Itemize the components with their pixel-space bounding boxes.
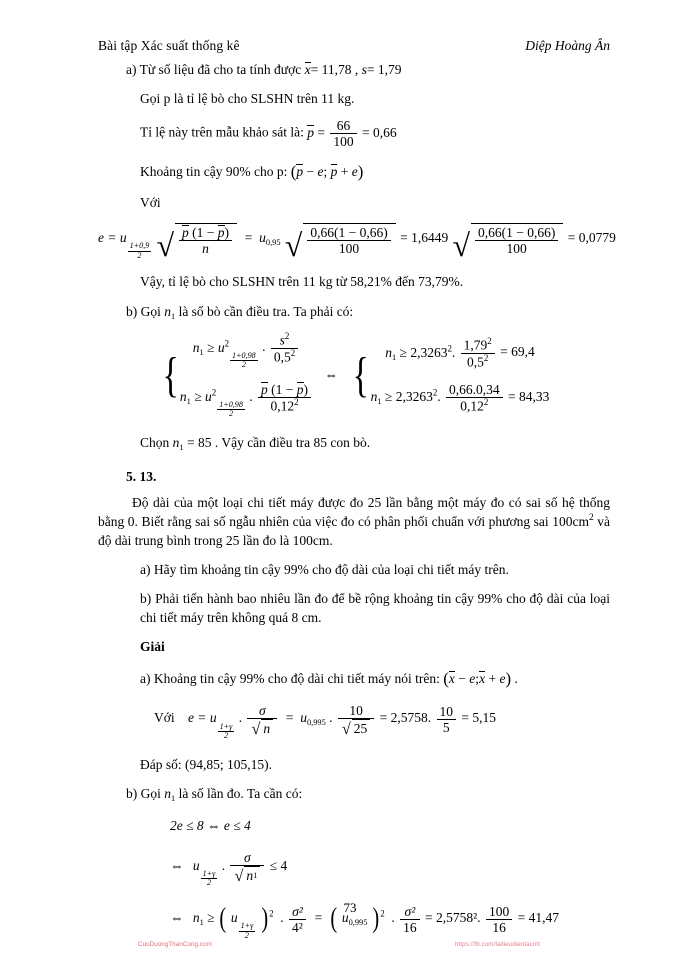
sr2-lhs: $n_1 \ge 2,3263^2$. (370, 387, 441, 406)
section-number-513: 5. 13. (126, 469, 157, 485)
equivalence-arrow: ⇔ (324, 366, 338, 382)
f2b-num: σ² (400, 904, 420, 920)
para-goi-p: Gọi p là tỉ lệ bò cho SLSHN trên 11 kg. (140, 91, 355, 107)
system-right-row-1 (371, 337, 550, 369)
part-a-label: a) Từ số liệu đã cho ta tính được (126, 62, 302, 77)
sqrt3-denominator: 100 (506, 240, 527, 256)
system-of-inequalities (98, 332, 610, 418)
u1-sub-den: 2 (137, 250, 142, 260)
sqrt-3 (452, 223, 564, 264)
ineq3-u995: $u_{0,995}$ (341, 910, 368, 928)
statement-part-2: và độ dài trung bình trong 25 lần đo là 100cm. (98, 513, 610, 548)
ineq3-power: 2 (269, 908, 274, 919)
left-brace-icon: { (162, 347, 179, 402)
system-right-block (349, 337, 549, 413)
xbar-symbol: x (304, 62, 311, 77)
formula-e-513: Với e = u $\frac{1+\gamma}{2}$ . σ √ n = $u_{0,995}$ . 10 √ 25 = 2,5758. $\frac{10}{5}$ = 5,15 (154, 702, 497, 741)
system-left-row-2: $n_1 \ge u^2$ $\frac{1+0,98}{2}$ . $\frac{p (1 - p)}{0,12^2}$ (180, 382, 313, 419)
sl1-lhs: $n_1 \ge u^2$ $\frac{1+0,98}{2}$ (192, 338, 256, 370)
e513-result: = 5,15 (461, 710, 497, 726)
f3-numerator: 10 (437, 704, 457, 720)
para-chon-n1 (98, 433, 610, 454)
u-term-1: u $\frac{1+0,9}{2}$ (119, 230, 150, 260)
ineq2-sigma: σ (230, 850, 264, 866)
e-mid-value: = 1,6449 (400, 230, 449, 246)
ti-le-label: Tỉ lệ này trên mẫu khảo sát là: (140, 125, 304, 141)
p-hat-fraction (330, 118, 356, 149)
chon-text: = 85 . Vậy cần điều tra 85 con bò. (186, 434, 371, 450)
system-right-row-2 (371, 382, 550, 414)
sqrt-1 (156, 223, 237, 264)
solution-heading: Giải (140, 639, 165, 655)
part-b-label: b) Gọi (126, 303, 161, 319)
left-brace-icon: { (352, 347, 370, 402)
sl1-frac-den: $0,5^2$ (273, 347, 296, 365)
sqrt2-denominator: 100 (338, 240, 360, 256)
ineq3-n1: $n_1$ (192, 910, 204, 928)
f1-den: 4² (292, 919, 303, 935)
formula-e-proportion: e = u $\frac{1+0,9}{2}$ √ $\frac{p (1 - p)}{n}$ = $u_{0,95}$ √ $\frac{0,66(1 - 0,66)}{100}$ = 1,6449 √ $\frac{0,66(1 - 0,66)}{100}$ = 0,0779 (98, 224, 616, 264)
para-dap-so: Đáp số: (94,85; 105,15). (140, 756, 272, 772)
ineq2-u-term: u $\frac{1+\gamma}{2}$ (192, 857, 216, 888)
p-hat-value: = 0,66 (361, 125, 397, 141)
para-part-b-intro (98, 302, 610, 323)
ineq3-u-term: u $\frac{1+\gamma}{2}$ (230, 910, 254, 940)
ineq2-rhs: ≤ 4 (269, 857, 288, 873)
ineq3-result: = 41,47 (517, 910, 559, 926)
f3-denominator: 5 (442, 719, 450, 735)
f3b-den: 16 (492, 919, 506, 935)
p-hat-equation: p = $\frac{66}{100}$ = 0,66 (307, 118, 397, 150)
sl2-frac-num: p (1 − p) (258, 382, 311, 398)
watermark-left: CuuDuongThanCong.com (138, 941, 212, 948)
sigma-symbol: σ (247, 703, 277, 719)
header-author: Diệp Hoàng Ân (525, 38, 610, 53)
sl2-lhs: $n_1 \ge u^2$ $\frac{1+0,98}{2}$ (179, 387, 243, 419)
sr2-frac-den: 0,12$^2$ (460, 396, 489, 414)
system-left-block (159, 332, 313, 418)
f3b-num: 100 (486, 904, 512, 920)
inequality-1: 2e ≤ 8 ⇔ e ≤ 4 (170, 818, 251, 834)
radical-sign-icon: √ (156, 228, 175, 264)
ten-over-sqrt25 (338, 703, 374, 737)
sqrt-2 (284, 223, 396, 264)
sqrt-n-denominator: √ n (247, 719, 277, 736)
sol-b-n1-symbol: $n_1$ (164, 785, 176, 803)
n1-symbol: $n_1$ (164, 303, 176, 321)
watermark-right: https://fb.com/tailieudientacntt (455, 941, 541, 948)
sqrt2-numerator: 0,66(1 − 0,66) (307, 225, 390, 241)
e-result: = 0,0779 (567, 230, 616, 246)
f2-denominator: √ 25 (338, 719, 374, 736)
inequality-2: ⇔ u $\frac{1+\gamma}{2}$ . σ √ n 1 ≤ 4 (170, 849, 288, 888)
ineq2-sqrt-n1: √ n 1 (230, 866, 264, 883)
ineq3-mid: = 2,5758² (425, 910, 478, 926)
radical-sign-icon: √ (341, 719, 351, 738)
left-paren-icon: ( (330, 903, 338, 935)
inequality-3: ⇔ $n_1$ ≥ ( u $\frac{1+\gamma}{2}$ )$^2$ . $\frac{\text{σ²}}{\text{4²}}$ = ( $u_{0,995}$ )$^2$ . $\frac{\text{σ²}}{16}$ = 2,5758². $\frac{100}{16}$ = 41,47 (170, 903, 559, 940)
part-b-text: là số bò cần điều tra. Ta phải có: (178, 303, 354, 319)
sl1-frac-num: $s^2$ (271, 332, 298, 349)
p-hat-numerator: 66 (330, 118, 356, 134)
radical-sign-icon: √ (251, 719, 261, 738)
para-vay-ket-luan: Vậy, tỉ lệ bò cho SLSHN trên 11 kg từ 58,21% đến 73,79%. (140, 274, 464, 290)
e-lhs: e = (98, 230, 117, 246)
sigma-over-sqrtn1 (230, 850, 264, 884)
statement-part-1: Độ dài của một loại chi tiết máy được đo 25 lần bằng một máy đo có sai số hệ thống bằng 0. Biết rằng sai số ngẫu nhiên của việc đo có phân phối chuẩn với phương sai 100cm (98, 494, 610, 529)
p-hat-denominator: 100 (333, 134, 354, 150)
f2b-den: 16 (403, 919, 417, 935)
sl2-frac-den: 0,12$^2$ (270, 396, 299, 414)
u995-term: $u_{0,995}$ (300, 710, 326, 728)
s-symbol: s (361, 62, 367, 77)
left-paren-icon: ( (219, 903, 227, 935)
sqrt3-numerator: 0,66(1 − 0,66) (475, 225, 558, 241)
p-hat-symbol: p (307, 125, 314, 141)
right-paren-icon: ) (260, 903, 268, 935)
para-ti-le (98, 118, 610, 149)
s-value: = 1,79 (366, 62, 402, 77)
system-left-row-1: $n_1 \ge u^2$ $\frac{1+0,98}{2}$ . $\frac{s^2}{0,5^2}$ (180, 332, 313, 369)
sr1-lhs: $n_1 \ge 2,3263^2$. (385, 343, 456, 362)
page-header (98, 38, 610, 54)
sol-b-label: b) Gọi (126, 785, 161, 801)
sqrt1-denominator: n (202, 240, 209, 256)
statement-superscript: 2 (588, 512, 594, 523)
radical-sign-icon: √ (284, 228, 303, 264)
document-body (98, 60, 616, 950)
radical-sign-icon: √ (234, 866, 244, 885)
sr2-frac-num: 0,66.0,34 (446, 382, 503, 398)
khoang-label: Khoảng tin cậy 90% cho p: (140, 163, 288, 179)
sol-a-interval: (x − e;x + e) . (443, 668, 518, 688)
para-513-question-b: b) Phải tiến hành bao nhiêu lần đo để bề rộng khoảng tin cậy 99% cho độ dài của loại chi tiết máy trên không quá 8 cm. (140, 591, 610, 626)
para-khoang-tin-cay-90 (98, 160, 610, 184)
para-sol-b-intro (98, 784, 610, 805)
sol-b-text: là số lần đo. Ta cần có: (178, 785, 303, 801)
para-part-a-intro: a) Từ số liệu đã cho ta tính được x= 11,78 , s= 1,79 (126, 62, 402, 77)
u-term-2: $u_{0,95}$ (259, 230, 281, 248)
ineq3-power-2: 2 (380, 908, 385, 919)
para-voi-label: Với (140, 195, 161, 211)
iff-arrow-3: ⇔ (170, 910, 184, 926)
u2-sub: 0,95 (265, 238, 281, 248)
chon-n1-symbol: $n_1$ (172, 434, 184, 452)
para-513-question-a: a) Hãy tìm khoảng tin cậy 99% cho độ dài của loại chi tiết máy trên. (140, 562, 509, 578)
page-number: 73 (343, 900, 357, 915)
formula-voi-label: Với (154, 710, 175, 726)
e513-lhs: e = u $\frac{1+\gamma}{2}$ (188, 710, 233, 741)
s-expression (362, 62, 402, 77)
ten-over-five (437, 704, 457, 735)
sr1-frac-num: 1,79$^2$ (461, 337, 495, 354)
sr1-frac-den: $0,5^2$ (467, 353, 489, 370)
para-sol-a (98, 667, 610, 691)
xbar-expression (305, 62, 355, 77)
iff-arrow-2: ⇔ (170, 857, 184, 873)
e513-mid: = 2,5758. (379, 710, 432, 726)
ineq3-ge: ≥ (207, 910, 215, 926)
right-paren-icon: ) (372, 903, 379, 935)
f1-num: σ² (289, 904, 306, 920)
u1-sub-num: 1+0,9 (129, 241, 150, 251)
sigma-over-sqrtn (247, 703, 277, 737)
header-book-title: Bài tập Xác suất thống kê (98, 38, 240, 53)
khoang-interval: (p − e; p + e) (290, 161, 364, 181)
sr1-result: = 69,4 (500, 344, 535, 360)
sr2-result: = 84,33 (508, 388, 550, 404)
sol-a-text: a) Khoảng tin cậy 99% cho độ dài chi tiết máy nói trên: (140, 670, 440, 686)
xbar-value: = 11,78 (310, 62, 352, 77)
sqrt1-numerator: p (1 − p) (179, 225, 232, 241)
chon-label: Chọn (140, 434, 170, 450)
f2-numerator: 10 (338, 703, 374, 719)
radical-sign-icon: √ (452, 228, 470, 264)
para-513-statement (98, 493, 610, 550)
